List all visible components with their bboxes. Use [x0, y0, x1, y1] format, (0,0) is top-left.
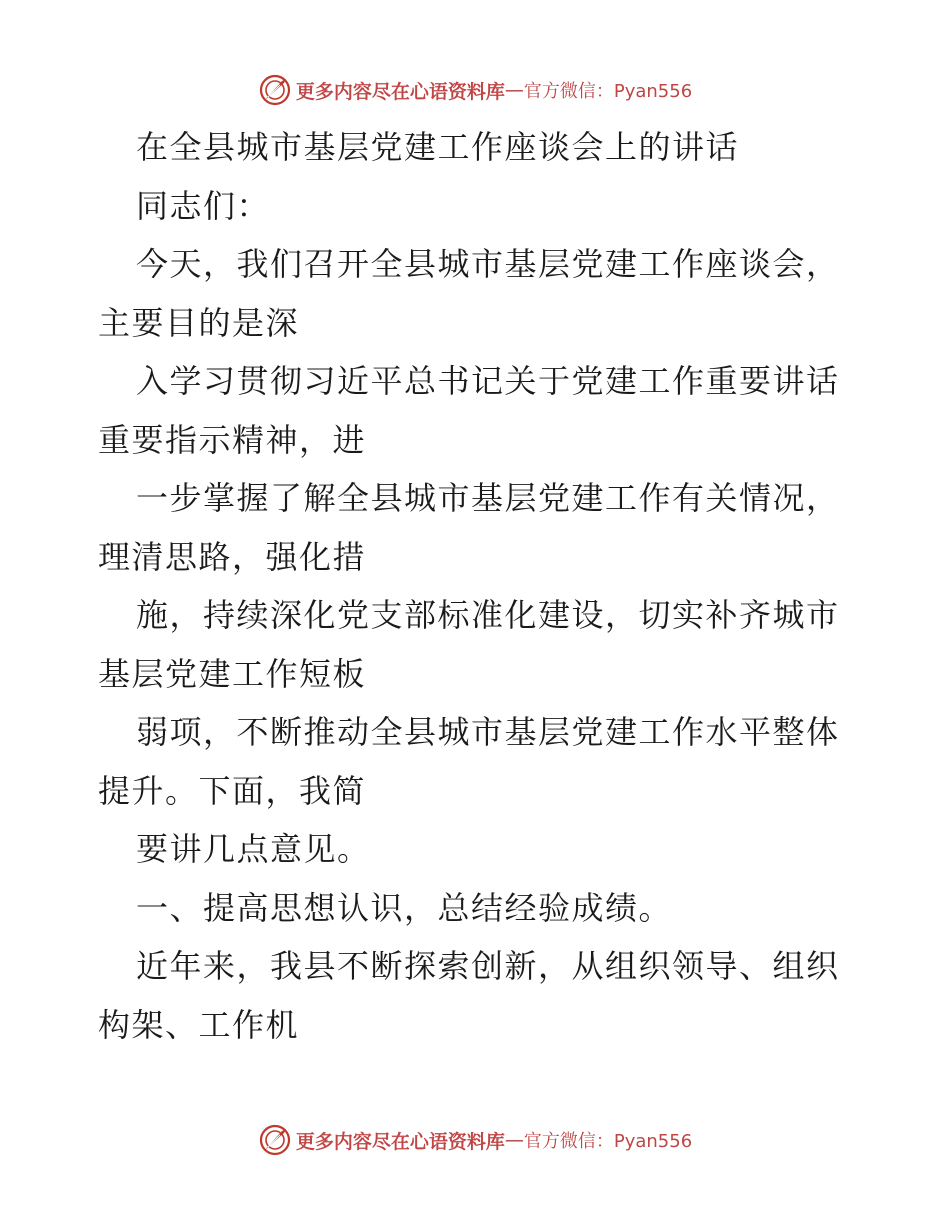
paragraph-line: 重要指示精神，进: [98, 420, 367, 459]
watermark-banner-top: [0, 70, 950, 110]
paragraph-line: 主要目的是深: [98, 303, 300, 342]
paragraph-line: 近年来，我县不断探索创新，从组织领导、组织: [136, 947, 840, 985]
watermark-wechat: 官方微信：Pyan556: [523, 1131, 693, 1152]
paragraph-line: 基层党建工作短板: [98, 654, 367, 693]
paragraph-line: 一、提高思想认识，总结经验成绩。: [136, 888, 673, 927]
paragraph-line: 理清思路，强化措: [98, 537, 367, 576]
paragraph-line: 入学习贯彻习近平总书记关于党建工作重要讲话: [136, 362, 840, 400]
paragraph-line: 构架、工作机: [98, 1005, 300, 1044]
paragraph-line: 提升。下面，我简: [98, 771, 367, 810]
watermark-separator: —: [504, 79, 524, 101]
watermark-text: 更多内容尽在心语资料库: [295, 1130, 505, 1153]
paragraph-line: 施，持续深化党支部标准化建设，切实补齐城市: [136, 596, 840, 634]
paragraph-line: 要讲几点意见。: [136, 830, 371, 868]
paragraph-line: 弱项，不断推动全县城市基层党建工作水平整体: [136, 713, 840, 751]
paragraph-line: 今天，我们召开全县城市基层党建工作座谈会，: [136, 245, 840, 283]
paragraph-line: 同志们：: [136, 186, 271, 225]
watermark-text: 更多内容尽在心语资料库: [295, 80, 505, 103]
watermark-wechat: 官方微信：Pyan556: [523, 81, 693, 102]
watermark-separator: —: [504, 1129, 524, 1151]
document-body: [98, 118, 858, 1054]
paragraph-line: 一步掌握了解全县城市基层党建工作有关情况，: [136, 479, 840, 517]
quill-logo-icon: [258, 1123, 292, 1157]
watermark-banner-bottom: [0, 1120, 950, 1160]
quill-logo-icon: [258, 73, 292, 107]
paragraph-line: 在全县城市基层党建工作座谈会上的讲话: [136, 128, 740, 166]
